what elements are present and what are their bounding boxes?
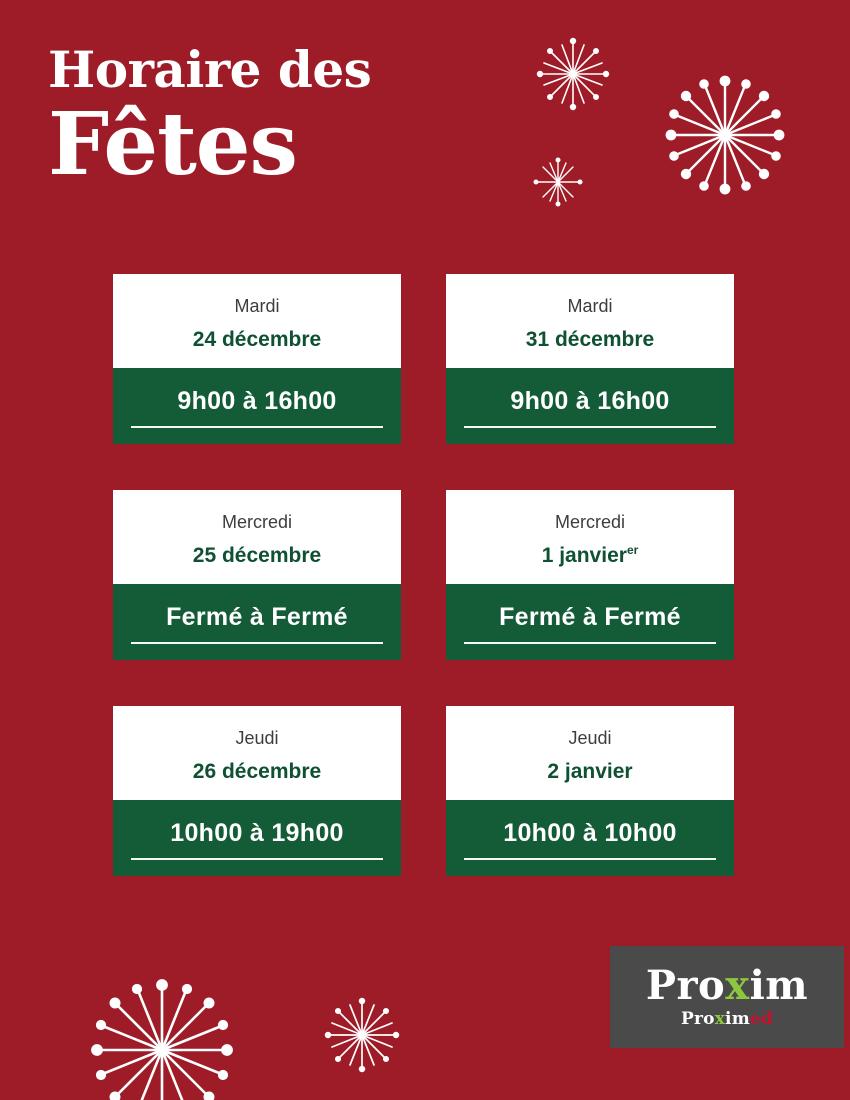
logo-subbrand xyxy=(681,1009,773,1029)
card-header xyxy=(113,492,401,584)
proxim-logo xyxy=(610,946,844,1048)
card-date-sup: er xyxy=(626,543,639,557)
card-date xyxy=(119,752,395,786)
card-date xyxy=(119,536,395,570)
card-hours xyxy=(113,584,401,660)
card-day: Jeudi xyxy=(568,728,612,748)
snowflake-bottom-small-icon xyxy=(322,995,402,1075)
schedule-grid xyxy=(113,274,738,876)
card-hours-rule xyxy=(131,642,383,644)
logo-sub-im: im xyxy=(725,1009,750,1029)
schedule-card xyxy=(446,490,734,660)
card-hours-text: Fermé à Fermé xyxy=(166,603,348,631)
card-date-text: 24 décembre xyxy=(192,328,322,351)
logo-sub-ed: ed xyxy=(749,1009,773,1029)
card-header xyxy=(113,276,401,368)
card-date-text: 2 janvier xyxy=(547,760,633,783)
card-date xyxy=(452,752,728,786)
logo-x: x xyxy=(725,962,750,1009)
card-hours xyxy=(113,368,401,444)
card-day: Jeudi xyxy=(235,728,279,748)
card-hours-text: 10h00 à 19h00 xyxy=(170,819,344,847)
schedule-card xyxy=(113,490,401,660)
schedule-card xyxy=(446,274,734,444)
logo-sub-x: x xyxy=(714,1009,726,1029)
snowflake-top-tiny-icon xyxy=(532,156,584,208)
card-hours-rule xyxy=(464,642,716,644)
logo-wordmark xyxy=(645,962,809,1009)
card-hours-rule xyxy=(131,426,383,428)
card-day: Mercredi xyxy=(221,512,292,532)
card-date-text: 25 décembre xyxy=(192,544,322,567)
card-date xyxy=(452,320,728,354)
card-header xyxy=(113,708,401,800)
card-day: Mardi xyxy=(234,296,280,316)
card-hours xyxy=(446,800,734,876)
card-hours-text: 10h00 à 10h00 xyxy=(503,819,677,847)
schedule-card xyxy=(113,274,401,444)
card-date-text: 26 décembre xyxy=(192,760,322,783)
card-hours xyxy=(446,368,734,444)
card-day: Mercredi xyxy=(554,512,625,532)
logo-im: im xyxy=(749,962,809,1009)
card-header xyxy=(446,276,734,368)
logo-sub-pro: Pro xyxy=(681,1009,715,1029)
card-day: Mardi xyxy=(567,296,613,316)
page-title xyxy=(48,40,372,195)
card-date xyxy=(452,536,728,570)
card-hours xyxy=(113,800,401,876)
logo-pro: Pro xyxy=(645,962,726,1009)
card-date-text: 31 décembre xyxy=(525,328,655,351)
card-hours-text: 9h00 à 16h00 xyxy=(177,387,337,415)
card-hours-text: Fermé à Fermé xyxy=(499,603,681,631)
card-header xyxy=(446,492,734,584)
card-hours-text: 9h00 à 16h00 xyxy=(510,387,670,415)
card-hours xyxy=(446,584,734,660)
snowflake-bottom-large-icon xyxy=(82,970,242,1100)
title-line-2: Fêtes xyxy=(48,94,297,195)
card-date-text: 1 janvier xyxy=(541,544,627,567)
card-date xyxy=(119,320,395,354)
schedule-card xyxy=(113,706,401,876)
card-hours-rule xyxy=(131,858,383,860)
card-header xyxy=(446,708,734,800)
schedule-card xyxy=(446,706,734,876)
title-line-1: Horaire des xyxy=(48,40,372,99)
card-hours-rule xyxy=(464,426,716,428)
snowflake-top-small-icon xyxy=(535,36,611,112)
card-hours-rule xyxy=(464,858,716,860)
snowflake-top-large-icon xyxy=(660,70,790,200)
